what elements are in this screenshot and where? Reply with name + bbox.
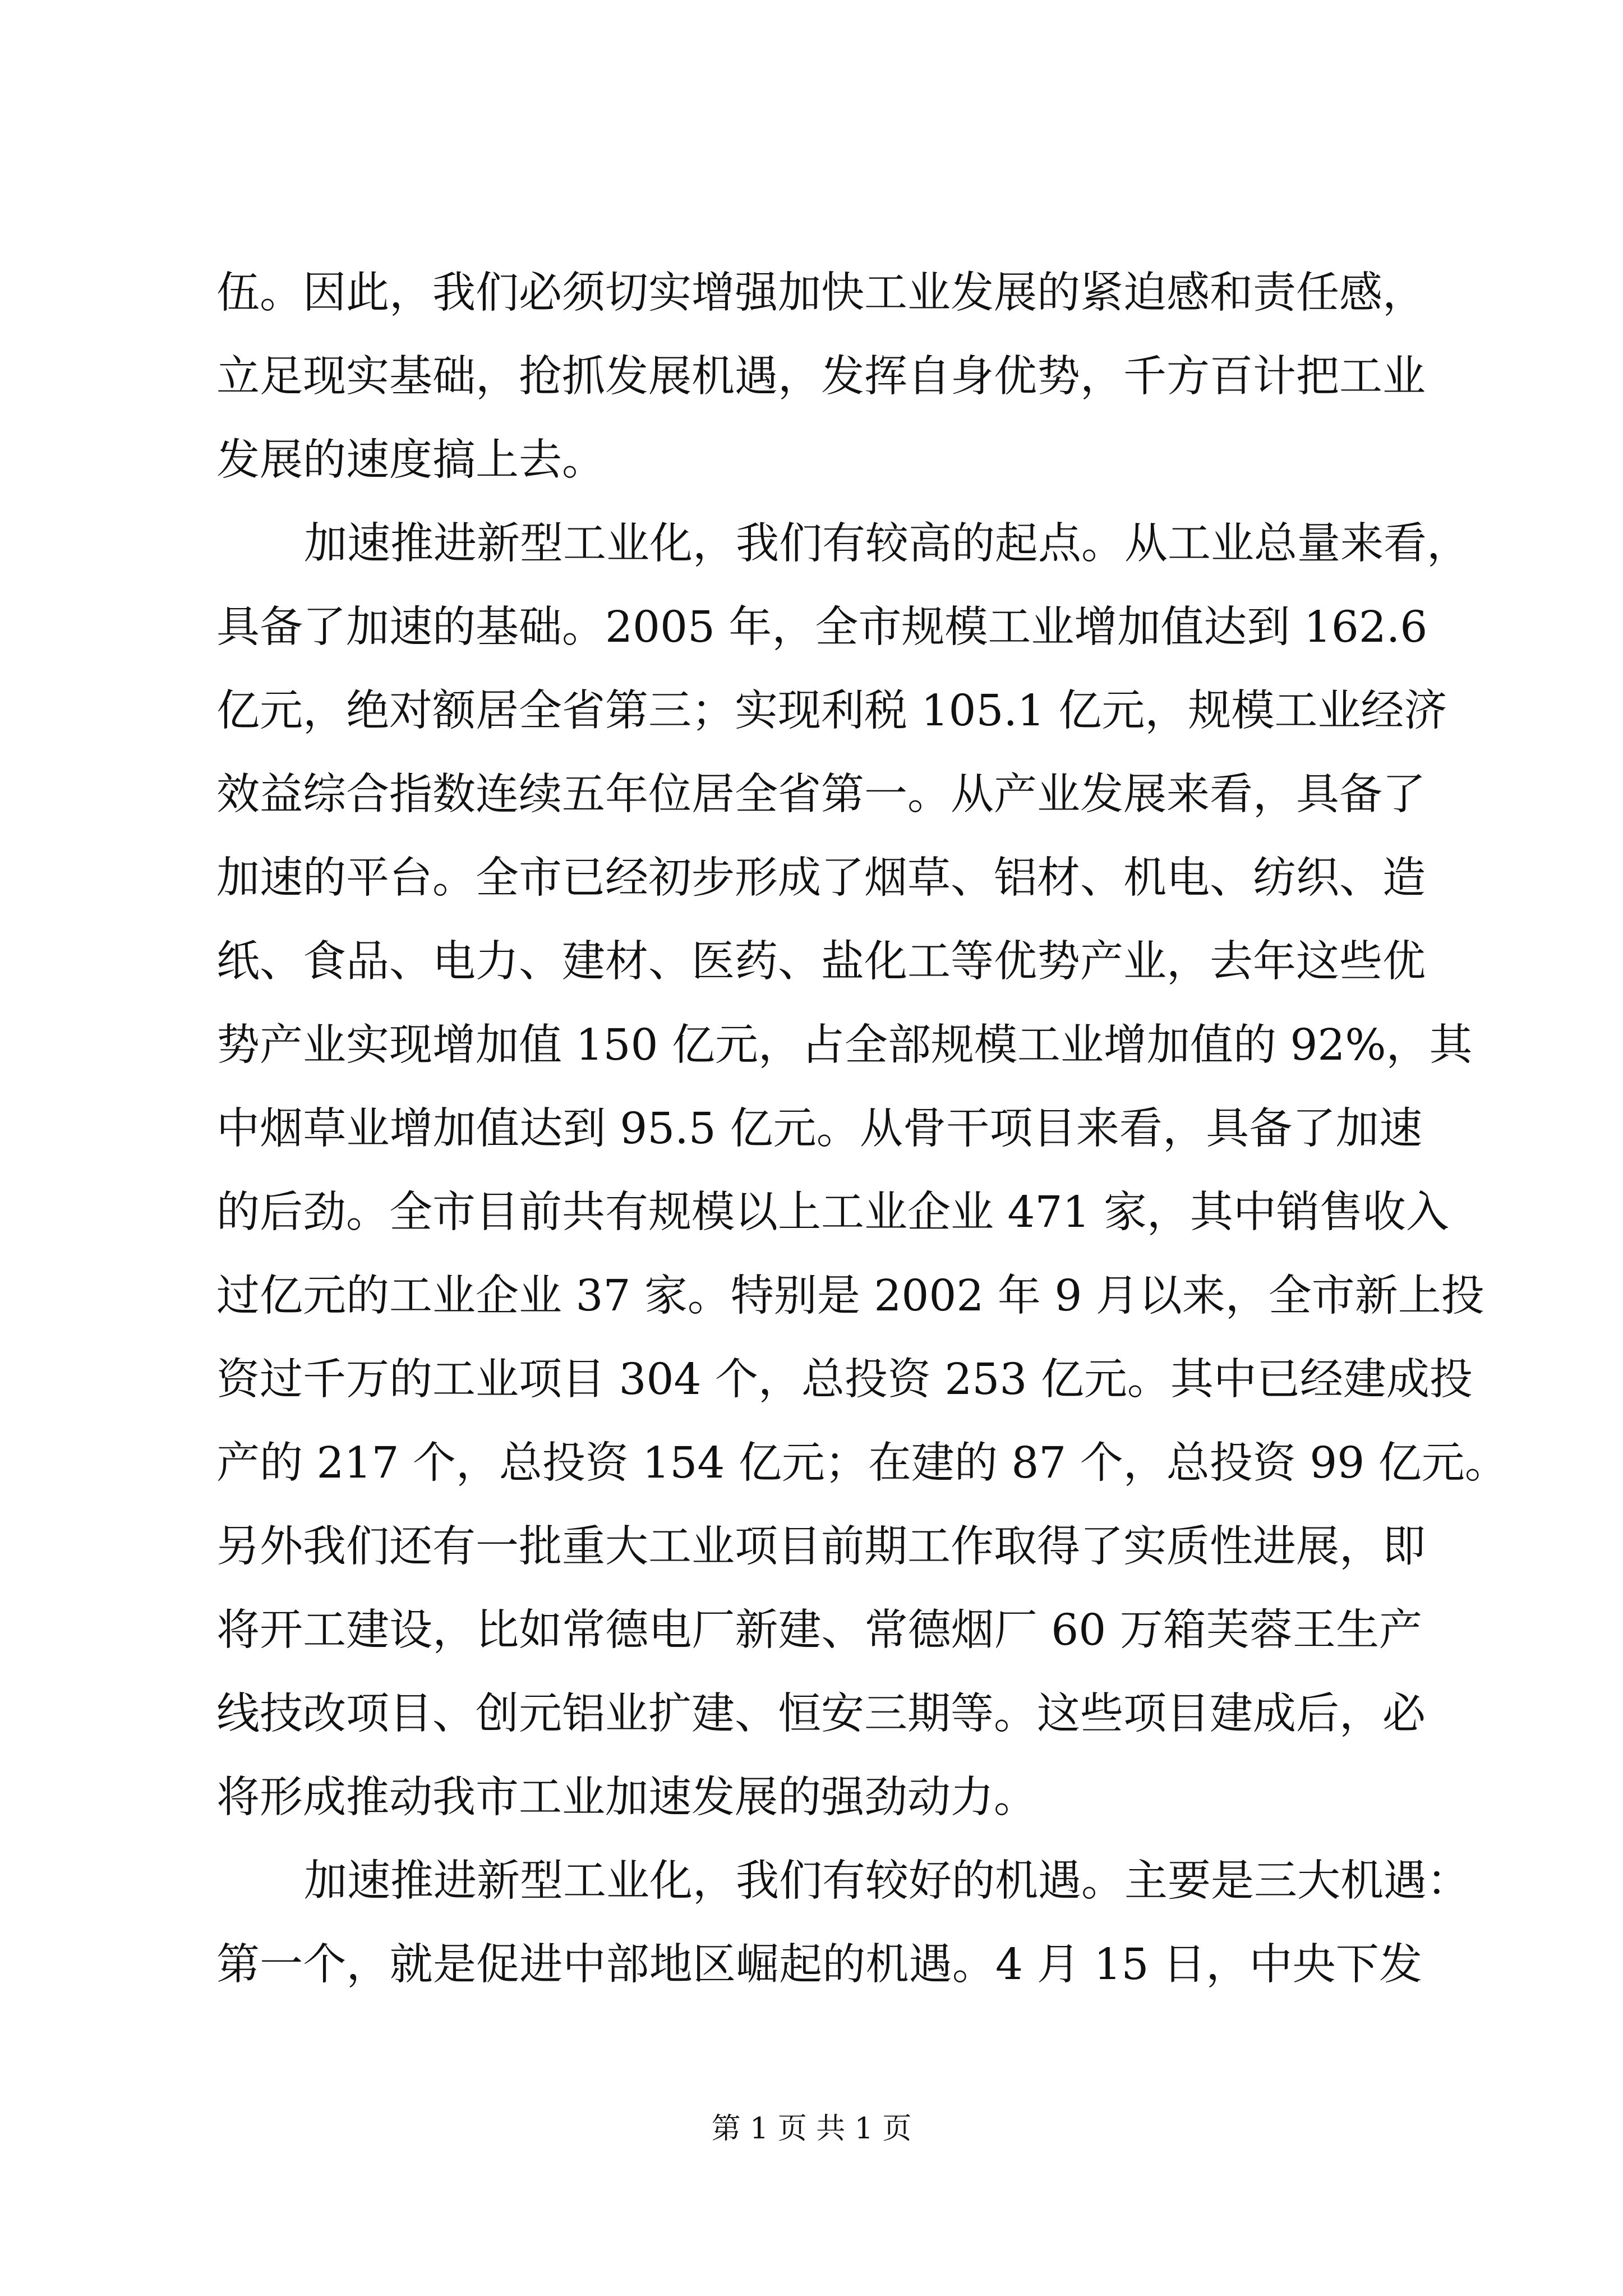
text-line: 势产业实现增加值 150 亿元，占全部规模工业增加值的 92%，其 — [216, 1020, 1473, 1070]
document-body — [216, 251, 1508, 2007]
text-line: 加速推进新型工业化，我们有较高的起点。从工业总量来看， — [304, 519, 1470, 569]
text-line: 第一个，就是促进中部地区崛起的机遇。4 月 15 日，中央下发 — [216, 1940, 1422, 1990]
text-line: 另外我们还有一批重大工业项目前期工作取得了实质性进展，即 — [216, 1522, 1426, 1572]
text-line: 纸、食品、电力、建材、医药、盐化工等优势产业，去年这些优 — [216, 937, 1426, 987]
text-line: 立足现实基础，抢抓发展机遇，发挥自身优势，千方百计把工业 — [216, 352, 1426, 402]
text-line: 中烟草业增加值达到 95.5 亿元。从骨干项目来看，具备了加速 — [216, 1104, 1422, 1154]
text-line: 加速的平台。全市已经初步形成了烟草、铝材、机电、纺织、造 — [216, 853, 1426, 903]
text-line: 将形成推动我市工业加速发展的强劲动力。 — [216, 1773, 1037, 1823]
text-line: 伍。因此，我们必须切实增强加快工业发展的紧迫感和责任感， — [216, 268, 1426, 318]
text-line: 线技改项目、创元铝业扩建、恒安三期等。这些项目建成后，必 — [216, 1689, 1426, 1739]
page-footer: 第 1 页 共 1 页 — [711, 2112, 912, 2146]
text-line: 加速推进新型工业化，我们有较好的机遇。主要是三大机遇： — [304, 1856, 1470, 1906]
text-line: 将开工建设，比如常德电厂新建、常德烟厂 60 万箱芙蓉王生产 — [216, 1605, 1422, 1655]
text-line: 产的 217 个，总投资 154 亿元；在建的 87 个，总投资 99 亿元。 — [216, 1438, 1508, 1488]
text-line: 发展的速度搞上去。 — [216, 435, 605, 485]
text-line: 具备了加速的基础。2005 年，全市规模工业增加值达到 162.6 — [216, 602, 1428, 652]
text-line: 亿元，绝对额居全省第三；实现利税 105.1 亿元，规模工业经济 — [216, 686, 1447, 736]
text-line: 的后劲。全市目前共有规模以上工业企业 471 家，其中销售收入 — [216, 1188, 1449, 1237]
text-line: 过亿元的工业企业 37 家。特别是 2002 年 9 月以来，全市新上投 — [216, 1271, 1484, 1321]
text-line: 资过千万的工业项目 304 个，总投资 253 亿元。其中已经建成投 — [216, 1355, 1473, 1405]
text-line: 效益综合指数连续五年位居全省第一。从产业发展来看，具备了 — [216, 770, 1426, 820]
